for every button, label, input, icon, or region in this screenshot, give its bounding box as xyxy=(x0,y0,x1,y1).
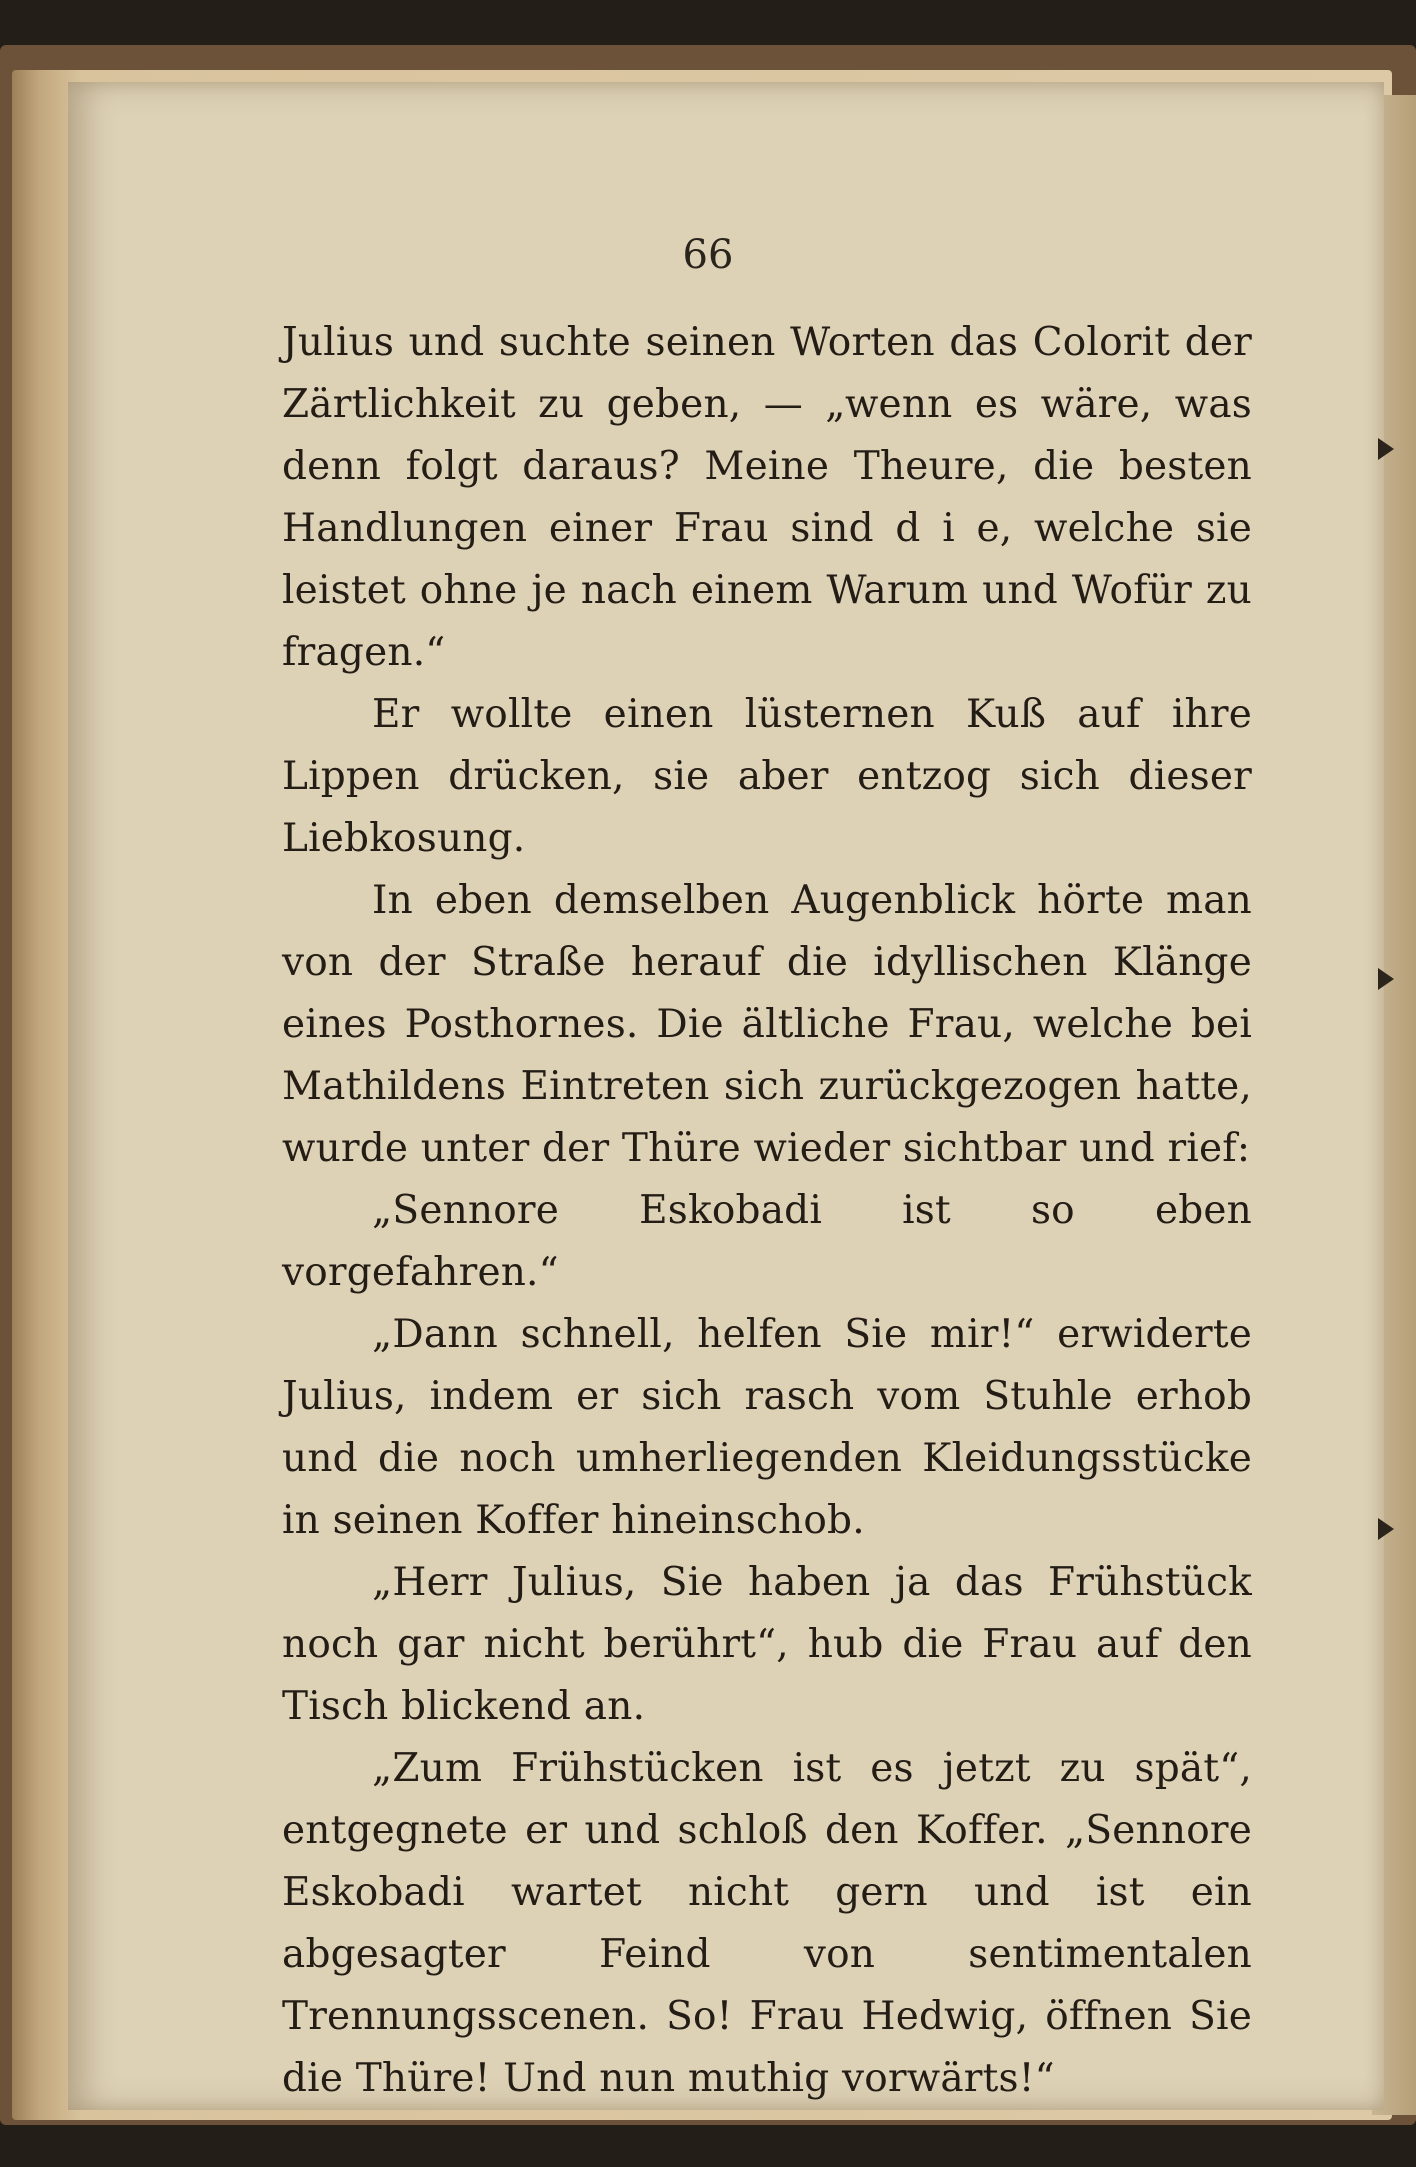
paragraph: Julius und suchte seinen Worten das Colorit der Zärtlichkeit zu geben, — „wenn es wäre, was denn folgt daraus? Meine Theure, die besten Handlungen einer Frau sind d i e, welche sie leistet ohne je nach einem Warum und Wofür zu fragen.“ xyxy=(282,320,1252,675)
paragraph: „Herr Julius, Sie haben ja das Frühstück noch gar nicht berührt“, hub die Frau auf den Tisch blickend an. xyxy=(282,1560,1252,1729)
margin-marker-icon xyxy=(1378,1518,1394,1540)
paragraph: „Sennore Eskobadi ist so eben vorgefahren.“ xyxy=(282,1188,1252,1295)
page-text xyxy=(282,312,1252,2110)
margin-marker-icon xyxy=(1378,968,1394,990)
paragraph: „Zum Frühstücken ist es jetzt zu spät“, entgegnete er und schloß den Koffer. „Sennore Eskobadi wartet nicht gern und ist ein abgesagter Feind von sentimentalen Trennungsscenen. So! Frau Hedwig, öffnen Sie die Thüre! Und nun muthig vorwärts!“ xyxy=(282,1746,1252,2101)
paragraph: Er wollte einen lüsternen Kuß auf ihre Lippen drücken, sie aber entzog sich dieser Liebkosung. xyxy=(282,692,1252,861)
paragraph: In eben demselben Augenblick hörte man von der Straße herauf die idyllischen Klänge eines Posthornes. Die ältliche Frau, welche bei Mathildens Eintreten sich zurückgezogen hatte, wurde unter der Thüre wieder sichtbar und rief: xyxy=(282,878,1252,1171)
paragraph: „Dann schnell, helfen Sie mir!“ erwiderte Julius, indem er sich rasch vom Stuhle erhob und die noch umherliegenden Kleidungsstücke in seinen Koffer hineinschob. xyxy=(282,1312,1252,1543)
page-number: 66 xyxy=(682,232,734,278)
margin-marker-icon xyxy=(1378,438,1394,460)
